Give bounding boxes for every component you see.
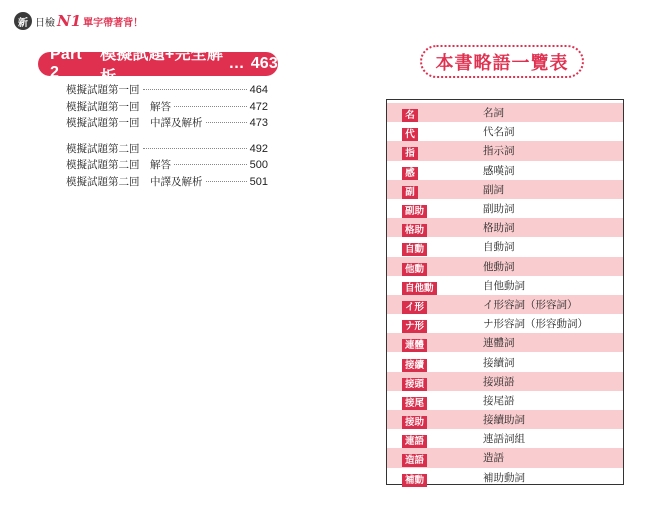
abbreviation-meaning: ナ形容詞（形容動詞）	[483, 318, 588, 331]
toc-entry	[66, 141, 268, 158]
toc-leader	[143, 89, 247, 90]
abbreviation-tag: 造語	[402, 454, 427, 467]
abbreviation-row	[387, 372, 623, 391]
toc-leader	[206, 122, 247, 123]
abbreviation-row	[387, 122, 623, 141]
abbreviation-tag: 副	[402, 186, 418, 199]
book-logo	[14, 10, 143, 32]
abbreviation-tag: イ形	[402, 301, 427, 314]
abbreviation-meaning: 補助動詞	[483, 471, 525, 484]
abbreviation-tag: 接尾	[402, 397, 427, 410]
abbreviation-row	[387, 429, 623, 448]
toc-entry	[66, 82, 268, 99]
abbreviation-meaning: 連體詞	[483, 337, 515, 350]
logo-prefix: 日檢	[35, 17, 55, 29]
abbreviation-tag: 連體	[402, 339, 427, 352]
abbreviation-row	[387, 314, 623, 333]
abbreviation-row	[387, 257, 623, 276]
toc-entry-title: 模擬試題第二回 中譯及解析	[66, 175, 203, 188]
part-heading	[38, 46, 278, 86]
abbreviation-meaning: 代名詞	[483, 126, 515, 139]
abbreviation-meaning: 副助詞	[483, 203, 515, 216]
logo-level: N1	[57, 12, 82, 30]
abbreviation-tag: 格助	[402, 224, 427, 237]
abbreviation-tag: 感	[402, 167, 418, 180]
abbreviation-meaning: 接尾語	[483, 394, 515, 407]
part-title: 模擬試題+完全解析	[100, 46, 224, 86]
toc-leader	[206, 181, 247, 182]
abbreviation-tag: 補動	[402, 474, 427, 487]
abbreviation-tag: 自動	[402, 243, 427, 256]
abbreviation-meaning: 接頭語	[483, 375, 515, 388]
abbreviation-table	[386, 99, 624, 485]
abbreviation-row	[387, 103, 623, 122]
toc-entry-page: 501	[249, 175, 268, 188]
abbreviation-list-title: 本書略語一覽表	[420, 45, 584, 78]
abbreviation-row	[387, 295, 623, 314]
toc-entry-title: 模擬試題第二回 解答	[66, 159, 171, 171]
part-dots: …	[228, 55, 245, 72]
part-page: 463	[250, 55, 278, 72]
abbreviation-row	[387, 180, 623, 199]
abbreviation-row	[387, 333, 623, 352]
abbreviation-row	[387, 161, 623, 180]
abbreviation-meaning: イ形容詞（形容詞）	[483, 298, 578, 311]
toc-entry-page: 500	[249, 159, 268, 171]
toc-entry-page: 464	[249, 84, 268, 96]
abbreviation-tag: 他動	[402, 263, 427, 276]
abbreviation-row	[387, 448, 623, 467]
abbreviation-meaning: 連語詞組	[483, 433, 525, 446]
logo-badge: 新	[14, 12, 32, 30]
toc-entry	[66, 115, 268, 132]
abbreviation-row	[387, 237, 623, 256]
abbreviation-tag: 名	[402, 109, 418, 122]
abbreviation-tag: 副助	[402, 205, 427, 218]
toc-entry-title: 模擬試題第一回 中譯及解析	[66, 117, 203, 129]
abbreviation-meaning: 自動詞	[483, 241, 515, 254]
toc-entry-page: 472	[249, 100, 268, 113]
toc-entry-page: 473	[249, 117, 268, 129]
toc-leader	[174, 164, 247, 165]
abbreviation-row	[387, 199, 623, 218]
abbreviation-meaning: 接續詞	[483, 356, 515, 369]
logo-suffix: 單字帶著背！	[83, 17, 144, 29]
abbreviation-tag: 接助	[402, 416, 427, 429]
toc-spacer	[66, 132, 268, 141]
toc-entry-title: 模擬試題第二回	[66, 142, 140, 155]
abbreviation-row	[387, 141, 623, 160]
toc-entry-title: 模擬試題第一回 解答	[66, 100, 171, 113]
abbreviation-tag: 接續	[402, 359, 427, 372]
toc-entry-page: 492	[249, 142, 268, 155]
table-of-contents	[66, 82, 268, 190]
toc-entry	[66, 157, 268, 174]
abbreviation-tag: 代	[402, 128, 418, 141]
abbreviation-row	[387, 352, 623, 371]
abbreviation-meaning: 名詞	[483, 107, 504, 120]
abbreviation-tag: ナ形	[402, 320, 427, 333]
abbreviation-meaning: 造語	[483, 452, 504, 465]
abbreviation-tag: 連語	[402, 435, 427, 448]
abbreviation-row	[387, 391, 623, 410]
abbreviation-meaning: 格助詞	[483, 222, 515, 235]
abbreviation-row	[387, 410, 623, 429]
toc-entry	[66, 174, 268, 191]
abbreviation-row	[387, 468, 623, 487]
abbreviation-tag: 自他動	[402, 282, 437, 295]
abbreviation-meaning: 他動詞	[483, 260, 515, 273]
abbreviation-meaning: 接續助詞	[483, 414, 525, 427]
abbreviation-meaning: 自他動詞	[483, 279, 525, 292]
toc-entry-title: 模擬試題第一回	[66, 84, 140, 96]
abbreviation-meaning: 副詞	[483, 183, 504, 196]
toc-leader	[174, 106, 247, 107]
toc-leader	[143, 148, 247, 149]
part-label: Part 2	[50, 46, 82, 81]
abbreviation-tag: 接頭	[402, 378, 427, 391]
abbreviation-meaning: 感嘆詞	[483, 164, 515, 177]
toc-entry	[66, 99, 268, 116]
abbreviation-meaning: 指示詞	[483, 145, 515, 158]
abbreviation-row	[387, 218, 623, 237]
abbreviation-row	[387, 276, 623, 295]
abbreviation-tag: 指	[402, 147, 418, 160]
